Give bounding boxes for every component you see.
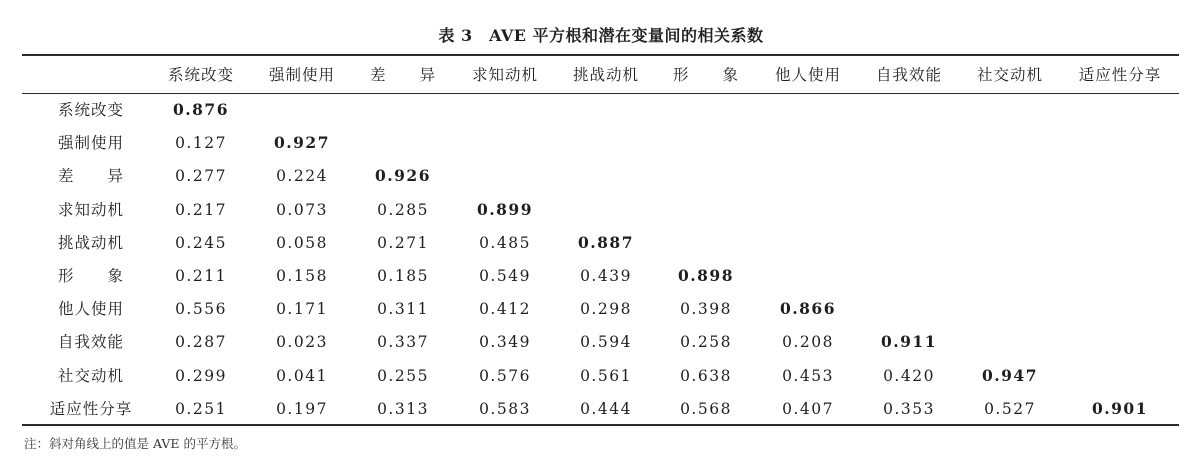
correlation-cell: 0.208 <box>782 333 834 352</box>
correlation-cell: 0.127 <box>175 134 227 153</box>
correlation-cell: 0.453 <box>782 366 834 385</box>
column-header: 他人使用 <box>774 66 841 84</box>
correlation-cell: 0.299 <box>175 366 227 385</box>
bottom-rule <box>22 424 1179 426</box>
correlation-cell: 0.485 <box>479 233 531 252</box>
column-header: 求知动机 <box>471 66 538 84</box>
row-label: 挑战动机 <box>57 233 124 252</box>
correlation-cell: 0.420 <box>883 366 935 385</box>
correlation-cell: 0.251 <box>175 399 227 418</box>
correlation-cell: 0.197 <box>276 399 328 418</box>
row-label: 系统改变 <box>57 101 124 119</box>
column-header: 社交动机 <box>976 66 1043 84</box>
diagonal-ave-cell: 0.911 <box>880 332 938 352</box>
correlation-cell: 0.556 <box>175 300 227 319</box>
correlation-cell: 0.255 <box>377 366 429 385</box>
correlation-cell: 0.568 <box>680 399 732 418</box>
correlation-cell: 0.258 <box>680 333 732 352</box>
correlation-cell: 0.349 <box>479 333 531 352</box>
correlation-cell: 0.271 <box>377 233 429 252</box>
correlation-cell: 0.298 <box>580 300 632 319</box>
column-header: 形 象 <box>672 66 739 84</box>
diagonal-ave-cell: 0.866 <box>779 299 837 319</box>
correlation-cell: 0.185 <box>377 267 429 285</box>
column-header: 系统改变 <box>167 66 234 84</box>
correlation-cell: 0.353 <box>883 399 935 418</box>
correlation-cell: 0.211 <box>175 267 227 285</box>
correlation-cell: 0.583 <box>479 399 531 418</box>
row-label: 适应性分享 <box>49 399 133 418</box>
correlation-cell: 0.311 <box>377 300 429 319</box>
table-title: 表 3 AVE 平方根和潜在变量间的相关系数 <box>438 26 764 45</box>
column-header: 强制使用 <box>268 66 335 84</box>
correlation-cell: 0.527 <box>984 399 1036 418</box>
correlation-cell: 0.287 <box>175 333 227 352</box>
correlation-cell: 0.439 <box>580 267 632 285</box>
row-label: 社交动机 <box>57 366 124 385</box>
correlation-cell: 0.549 <box>479 267 531 285</box>
correlation-cell: 0.277 <box>175 167 227 186</box>
row-label: 他人使用 <box>57 300 124 319</box>
correlation-cell: 0.561 <box>580 366 632 385</box>
correlation-cell: 0.245 <box>175 233 227 252</box>
correlation-cell: 0.398 <box>680 300 732 319</box>
diagonal-ave-cell: 0.926 <box>374 166 432 186</box>
table-note: 注：斜对角线上的值是 AVE 的平方根。 <box>24 436 247 451</box>
correlation-cell: 0.576 <box>479 366 531 385</box>
header-rule <box>22 93 1179 94</box>
correlation-cell: 0.058 <box>276 233 328 252</box>
row-label: 求知动机 <box>57 200 124 219</box>
row-label: 形 象 <box>57 267 124 285</box>
diagonal-ave-cell: 0.887 <box>577 232 635 252</box>
correlation-cell: 0.594 <box>580 333 632 352</box>
diagonal-ave-cell: 0.901 <box>1091 398 1149 418</box>
correlation-cell: 0.337 <box>377 333 429 352</box>
correlation-cell: 0.407 <box>782 399 834 418</box>
correlation-cell: 0.313 <box>377 399 429 418</box>
row-label: 差 异 <box>57 167 124 186</box>
diagonal-ave-cell: 0.899 <box>476 199 534 219</box>
correlation-cell: 0.023 <box>276 333 328 352</box>
correlation-cell: 0.638 <box>680 366 732 385</box>
diagonal-ave-cell: 0.947 <box>981 365 1039 385</box>
diagonal-ave-cell: 0.876 <box>172 100 230 119</box>
top-rule <box>22 54 1179 56</box>
correlation-cell: 0.041 <box>276 366 328 385</box>
correlation-cell: 0.073 <box>276 200 328 219</box>
correlation-cell: 0.444 <box>580 399 632 418</box>
column-header: 适应性分享 <box>1078 66 1162 84</box>
row-label: 自我效能 <box>57 333 124 352</box>
row-label: 强制使用 <box>57 134 124 153</box>
correlation-cell: 0.224 <box>276 167 328 186</box>
correlation-cell: 0.412 <box>479 300 531 319</box>
diagonal-ave-cell: 0.898 <box>677 266 735 285</box>
column-header: 挑战动机 <box>572 66 639 84</box>
correlation-cell: 0.285 <box>377 200 429 219</box>
correlation-cell: 0.171 <box>276 300 328 319</box>
column-header: 自我效能 <box>875 66 942 84</box>
correlation-cell: 0.158 <box>276 267 328 285</box>
diagonal-ave-cell: 0.927 <box>273 133 331 153</box>
correlation-cell: 0.217 <box>175 200 227 219</box>
column-header: 差 异 <box>369 66 436 84</box>
